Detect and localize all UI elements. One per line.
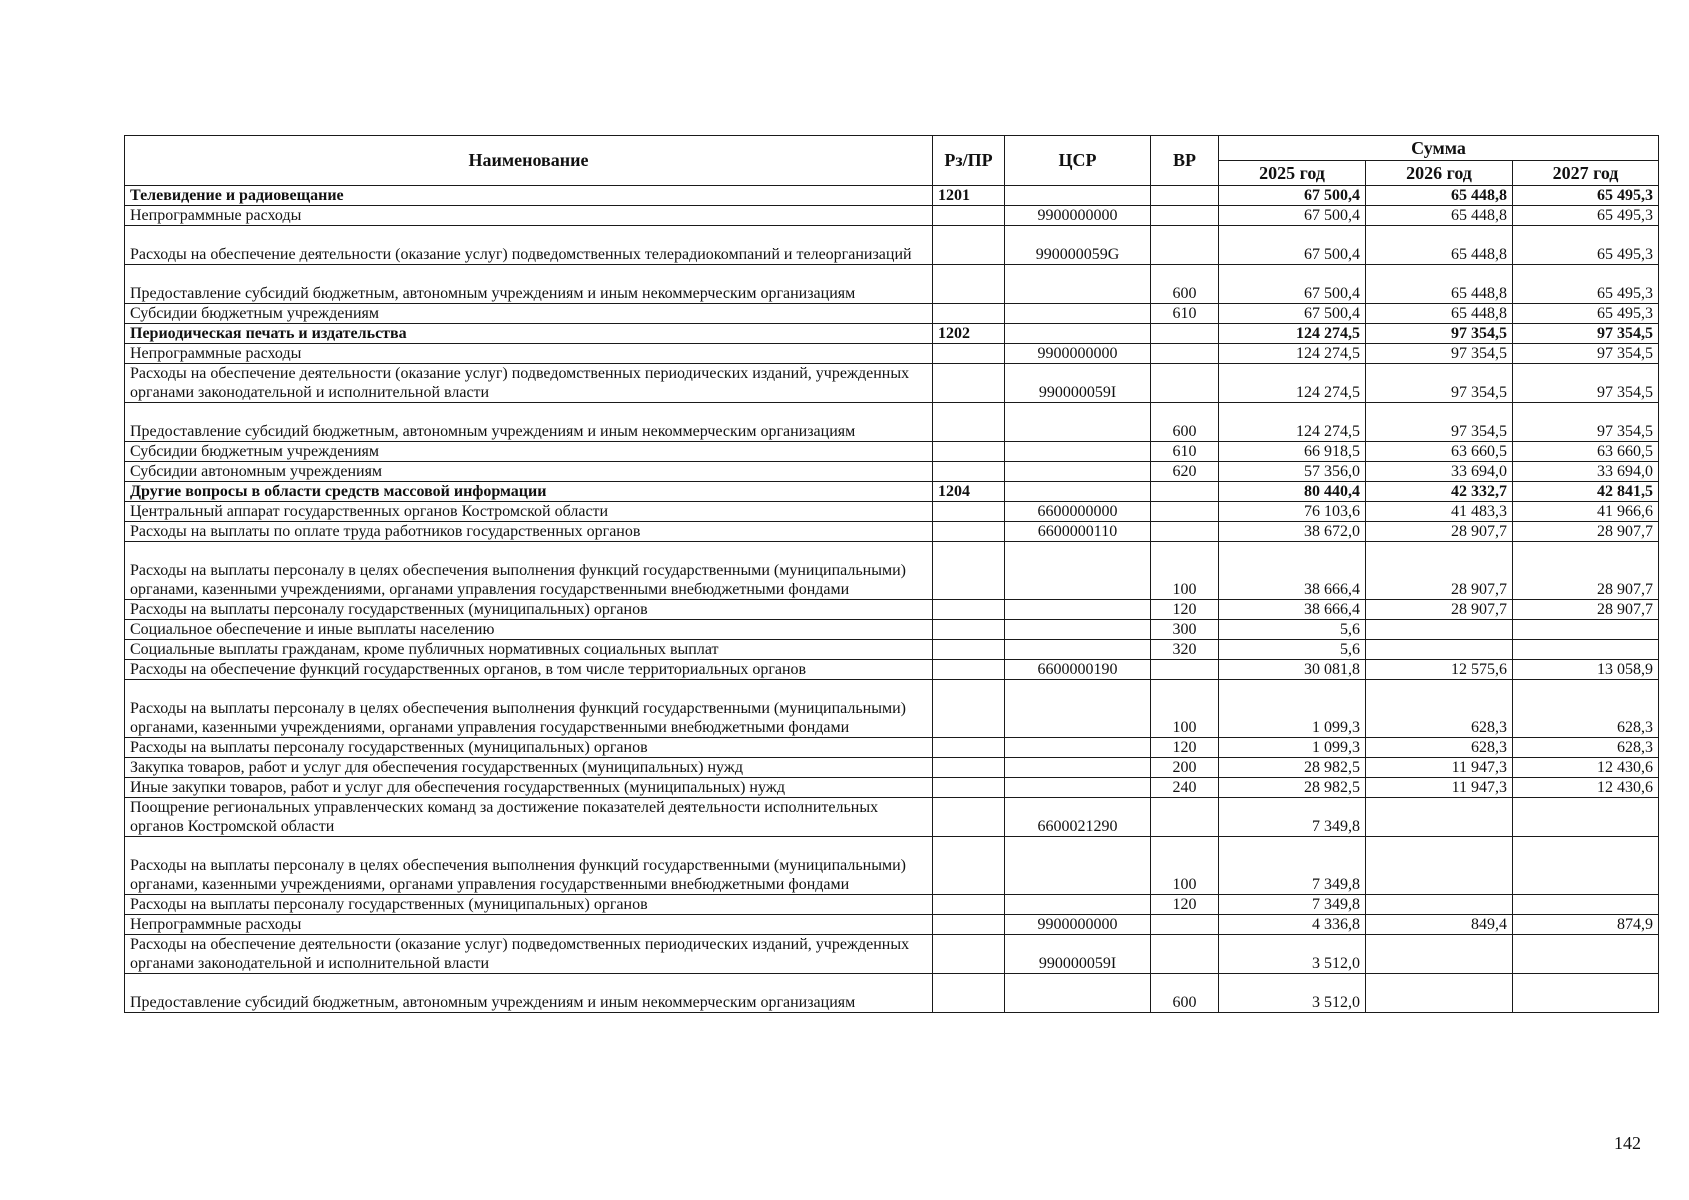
budget-table-body (125, 186, 1659, 1013)
cell-2025: 66 918,5 (1219, 442, 1366, 462)
table-row (125, 895, 1659, 915)
cell-2025: 38 666,4 (1219, 600, 1366, 620)
cell-2027: 65 495,3 (1513, 206, 1659, 226)
cell-name: Расходы на выплаты персоналу в целях обеспечения выполнения функций государственными (муниципальными) органами, казенными учреждениями, органами управления государственными внебюджетными фондами (125, 542, 933, 600)
cell-2026: 65 448,8 (1366, 226, 1513, 265)
cell-name: Непрограммные расходы (125, 206, 933, 226)
cell-vr: 200 (1151, 758, 1219, 778)
cell-csr: 990000059I (1005, 935, 1151, 974)
cell-name: Субсидии бюджетным учреждениям (125, 442, 933, 462)
cell-name: Расходы на обеспечение деятельности (оказание услуг) подведомственных телерадиокомпаний и телеорганизаций (125, 226, 933, 265)
cell-rz-pr (933, 600, 1005, 620)
header-vr: ВР (1151, 136, 1219, 186)
cell-vr (1151, 226, 1219, 265)
header-year-2026: 2026 год (1366, 161, 1513, 186)
table-row (125, 442, 1659, 462)
table-row (125, 344, 1659, 364)
cell-2026: 63 660,5 (1366, 442, 1513, 462)
cell-csr (1005, 974, 1151, 1013)
cell-vr (1151, 935, 1219, 974)
cell-2026: 11 947,3 (1366, 758, 1513, 778)
cell-rz-pr (933, 798, 1005, 837)
section-row (125, 324, 1659, 344)
table-row (125, 640, 1659, 660)
cell-csr: 9900000000 (1005, 915, 1151, 935)
cell-rz-pr: 1204 (933, 482, 1005, 502)
cell-2025: 3 512,0 (1219, 935, 1366, 974)
cell-csr (1005, 265, 1151, 304)
cell-rz-pr (933, 403, 1005, 442)
cell-2027: 65 495,3 (1513, 304, 1659, 324)
cell-vr: 100 (1151, 680, 1219, 738)
cell-name: Расходы на выплаты по оплате труда работников государственных органов (125, 522, 933, 542)
cell-2025: 1 099,3 (1219, 738, 1366, 758)
cell-2026: 628,3 (1366, 738, 1513, 758)
cell-csr (1005, 680, 1151, 738)
cell-2025: 124 274,5 (1219, 364, 1366, 403)
cell-2026: 12 575,6 (1366, 660, 1513, 680)
cell-rz-pr (933, 680, 1005, 738)
cell-2026: 849,4 (1366, 915, 1513, 935)
cell-2026: 628,3 (1366, 680, 1513, 738)
cell-2027 (1513, 935, 1659, 974)
cell-name: Предоставление субсидий бюджетным, автономным учреждениям и иным некоммерческим организациям (125, 974, 933, 1013)
table-row (125, 502, 1659, 522)
cell-name: Расходы на выплаты персоналу в целях обеспечения выполнения функций государственными (муниципальными) органами, казенными учреждениями, органами управления государственными внебюджетными фондами (125, 837, 933, 895)
cell-csr (1005, 778, 1151, 798)
table-row (125, 758, 1659, 778)
cell-rz-pr (933, 364, 1005, 403)
cell-name: Телевидение и радиовещание (125, 186, 933, 206)
cell-rz-pr (933, 974, 1005, 1013)
header-sum: Сумма (1219, 136, 1659, 161)
cell-vr (1151, 324, 1219, 344)
table-row (125, 462, 1659, 482)
cell-2026 (1366, 640, 1513, 660)
cell-rz-pr (933, 778, 1005, 798)
cell-csr (1005, 600, 1151, 620)
cell-rz-pr (933, 738, 1005, 758)
cell-name: Непрограммные расходы (125, 915, 933, 935)
cell-name: Периодическая печать и издательства (125, 324, 933, 344)
cell-name: Предоставление субсидий бюджетным, автономным учреждениям и иным некоммерческим организациям (125, 403, 933, 442)
cell-vr: 320 (1151, 640, 1219, 660)
cell-2027: 28 907,7 (1513, 600, 1659, 620)
table-row (125, 364, 1659, 403)
cell-csr (1005, 403, 1151, 442)
cell-rz-pr: 1202 (933, 324, 1005, 344)
cell-2025: 57 356,0 (1219, 462, 1366, 482)
cell-2025: 76 103,6 (1219, 502, 1366, 522)
cell-2027: 65 495,3 (1513, 186, 1659, 206)
cell-vr: 600 (1151, 974, 1219, 1013)
cell-name: Расходы на выплаты персоналу государственных (муниципальных) органов (125, 895, 933, 915)
cell-2027: 13 058,9 (1513, 660, 1659, 680)
cell-rz-pr (933, 758, 1005, 778)
cell-name: Субсидии автономным учреждениям (125, 462, 933, 482)
cell-2025: 67 500,4 (1219, 206, 1366, 226)
cell-2027: 874,9 (1513, 915, 1659, 935)
cell-vr: 610 (1151, 304, 1219, 324)
cell-csr (1005, 620, 1151, 640)
cell-2025: 38 666,4 (1219, 542, 1366, 600)
cell-2026: 65 448,8 (1366, 265, 1513, 304)
cell-2025: 28 982,5 (1219, 778, 1366, 798)
cell-2025: 7 349,8 (1219, 798, 1366, 837)
cell-vr: 100 (1151, 542, 1219, 600)
page-number: 142 (1614, 1133, 1641, 1153)
cell-name: Непрограммные расходы (125, 344, 933, 364)
cell-2027: 628,3 (1513, 738, 1659, 758)
cell-2026: 65 448,8 (1366, 206, 1513, 226)
cell-2027 (1513, 895, 1659, 915)
cell-2027: 28 907,7 (1513, 522, 1659, 542)
cell-csr (1005, 324, 1151, 344)
cell-rz-pr: 1201 (933, 186, 1005, 206)
cell-csr: 6600000110 (1005, 522, 1151, 542)
cell-2027: 97 354,5 (1513, 364, 1659, 403)
table-row (125, 226, 1659, 265)
cell-rz-pr (933, 620, 1005, 640)
cell-2026 (1366, 974, 1513, 1013)
cell-2026: 33 694,0 (1366, 462, 1513, 482)
cell-vr: 600 (1151, 403, 1219, 442)
cell-rz-pr (933, 206, 1005, 226)
cell-name: Предоставление субсидий бюджетным, автономным учреждениям и иным некоммерческим организациям (125, 265, 933, 304)
cell-vr: 100 (1151, 837, 1219, 895)
cell-vr (1151, 502, 1219, 522)
table-row (125, 974, 1659, 1013)
cell-csr: 9900000000 (1005, 206, 1151, 226)
table-row (125, 600, 1659, 620)
cell-csr (1005, 482, 1151, 502)
cell-2027: 63 660,5 (1513, 442, 1659, 462)
cell-2026 (1366, 620, 1513, 640)
header-year-2025: 2025 год (1219, 161, 1366, 186)
cell-2027 (1513, 798, 1659, 837)
cell-name: Расходы на обеспечение функций государственных органов, в том числе территориальных органов (125, 660, 933, 680)
cell-2025: 67 500,4 (1219, 265, 1366, 304)
cell-rz-pr (933, 502, 1005, 522)
cell-2026: 97 354,5 (1366, 403, 1513, 442)
table-row (125, 403, 1659, 442)
cell-csr: 9900000000 (1005, 344, 1151, 364)
cell-2025: 5,6 (1219, 640, 1366, 660)
cell-rz-pr (933, 915, 1005, 935)
table-row (125, 935, 1659, 974)
cell-vr: 600 (1151, 265, 1219, 304)
cell-name: Расходы на выплаты персоналу в целях обеспечения выполнения функций государственными (муниципальными) органами, казенными учреждениями, органами управления государственными внебюджетными фондами (125, 680, 933, 738)
table-row (125, 798, 1659, 837)
cell-2026: 65 448,8 (1366, 186, 1513, 206)
cell-vr: 120 (1151, 738, 1219, 758)
table-row (125, 837, 1659, 895)
cell-2027: 28 907,7 (1513, 542, 1659, 600)
cell-name: Социальные выплаты гражданам, кроме публичных нормативных социальных выплат (125, 640, 933, 660)
cell-rz-pr (933, 304, 1005, 324)
cell-2027: 65 495,3 (1513, 226, 1659, 265)
cell-name: Социальное обеспечение и иные выплаты населению (125, 620, 933, 640)
budget-table (124, 135, 1659, 1013)
cell-csr (1005, 738, 1151, 758)
cell-2026: 42 332,7 (1366, 482, 1513, 502)
cell-csr: 6600021290 (1005, 798, 1151, 837)
cell-2027: 12 430,6 (1513, 778, 1659, 798)
cell-vr: 610 (1151, 442, 1219, 462)
cell-2027: 41 966,6 (1513, 502, 1659, 522)
table-row (125, 522, 1659, 542)
cell-vr (1151, 660, 1219, 680)
cell-2027: 97 354,5 (1513, 403, 1659, 442)
cell-2025: 7 349,8 (1219, 895, 1366, 915)
cell-2025: 67 500,4 (1219, 304, 1366, 324)
cell-rz-pr (933, 226, 1005, 265)
cell-2025: 1 099,3 (1219, 680, 1366, 738)
cell-name: Закупка товаров, работ и услуг для обеспечения государственных (муниципальных) нужд (125, 758, 933, 778)
budget-sheet (124, 135, 1653, 1013)
table-row (125, 738, 1659, 758)
cell-vr (1151, 186, 1219, 206)
cell-csr (1005, 462, 1151, 482)
table-row (125, 206, 1659, 226)
cell-name: Расходы на обеспечение деятельности (оказание услуг) подведомственных периодических изданий, учрежденных органами законодательной и исполнительной власти (125, 935, 933, 974)
cell-2025: 4 336,8 (1219, 915, 1366, 935)
cell-rz-pr (933, 442, 1005, 462)
section-row (125, 186, 1659, 206)
table-row (125, 915, 1659, 935)
cell-name: Расходы на выплаты персоналу государственных (муниципальных) органов (125, 738, 933, 758)
header-csr: ЦСР (1005, 136, 1151, 186)
cell-vr (1151, 482, 1219, 502)
table-row (125, 660, 1659, 680)
cell-2026: 97 354,5 (1366, 364, 1513, 403)
cell-rz-pr (933, 837, 1005, 895)
cell-2025: 28 982,5 (1219, 758, 1366, 778)
cell-csr (1005, 758, 1151, 778)
table-row (125, 542, 1659, 600)
cell-vr (1151, 344, 1219, 364)
cell-csr: 990000059I (1005, 364, 1151, 403)
cell-rz-pr (933, 462, 1005, 482)
cell-2027: 97 354,5 (1513, 324, 1659, 344)
cell-name: Центральный аппарат государственных органов Костромской области (125, 502, 933, 522)
cell-rz-pr (933, 542, 1005, 600)
cell-vr (1151, 364, 1219, 403)
cell-vr: 120 (1151, 895, 1219, 915)
cell-2026: 41 483,3 (1366, 502, 1513, 522)
cell-name: Иные закупки товаров, работ и услуг для обеспечения государственных (муниципальных) нужд (125, 778, 933, 798)
cell-name: Расходы на обеспечение деятельности (оказание услуг) подведомственных периодических изданий, учрежденных органами законодательной и исполнительной власти (125, 364, 933, 403)
cell-csr: 6600000000 (1005, 502, 1151, 522)
cell-csr: 6600000190 (1005, 660, 1151, 680)
cell-2026: 28 907,7 (1366, 542, 1513, 600)
cell-name: Поощрение региональных управленческих команд за достижение показателей деятельности исполнительных органов Костромской области (125, 798, 933, 837)
cell-2026: 28 907,7 (1366, 600, 1513, 620)
cell-2025: 5,6 (1219, 620, 1366, 640)
cell-2026: 11 947,3 (1366, 778, 1513, 798)
cell-2027: 65 495,3 (1513, 265, 1659, 304)
cell-2026: 28 907,7 (1366, 522, 1513, 542)
cell-csr (1005, 542, 1151, 600)
cell-rz-pr (933, 344, 1005, 364)
cell-csr (1005, 640, 1151, 660)
cell-name: Другие вопросы в области средств массовой информации (125, 482, 933, 502)
cell-2025: 3 512,0 (1219, 974, 1366, 1013)
cell-2025: 67 500,4 (1219, 226, 1366, 265)
cell-2027 (1513, 837, 1659, 895)
cell-rz-pr (933, 522, 1005, 542)
cell-csr (1005, 895, 1151, 915)
cell-rz-pr (933, 660, 1005, 680)
cell-vr (1151, 522, 1219, 542)
header-name: Наименование (125, 136, 933, 186)
cell-name: Расходы на выплаты персоналу государственных (муниципальных) органов (125, 600, 933, 620)
table-row (125, 778, 1659, 798)
cell-2027: 12 430,6 (1513, 758, 1659, 778)
cell-2027: 42 841,5 (1513, 482, 1659, 502)
cell-2025: 30 081,8 (1219, 660, 1366, 680)
cell-csr (1005, 837, 1151, 895)
cell-vr (1151, 206, 1219, 226)
cell-2026 (1366, 798, 1513, 837)
table-row (125, 620, 1659, 640)
header-year-2027: 2027 год (1513, 161, 1659, 186)
cell-2025: 38 672,0 (1219, 522, 1366, 542)
cell-vr: 620 (1151, 462, 1219, 482)
cell-csr: 990000059G (1005, 226, 1151, 265)
cell-vr (1151, 798, 1219, 837)
cell-2026: 65 448,8 (1366, 304, 1513, 324)
cell-vr: 240 (1151, 778, 1219, 798)
cell-2027: 97 354,5 (1513, 344, 1659, 364)
table-row (125, 265, 1659, 304)
cell-csr (1005, 304, 1151, 324)
cell-2025: 80 440,4 (1219, 482, 1366, 502)
cell-rz-pr (933, 935, 1005, 974)
cell-csr (1005, 186, 1151, 206)
cell-2026: 97 354,5 (1366, 324, 1513, 344)
cell-2025: 7 349,8 (1219, 837, 1366, 895)
cell-csr (1005, 442, 1151, 462)
cell-vr: 120 (1151, 600, 1219, 620)
cell-rz-pr (933, 265, 1005, 304)
cell-rz-pr (933, 895, 1005, 915)
cell-2026: 97 354,5 (1366, 344, 1513, 364)
cell-2027: 628,3 (1513, 680, 1659, 738)
table-row (125, 304, 1659, 324)
cell-vr: 300 (1151, 620, 1219, 640)
cell-rz-pr (933, 640, 1005, 660)
cell-name: Субсидии бюджетным учреждениям (125, 304, 933, 324)
cell-2025: 124 274,5 (1219, 344, 1366, 364)
table-row (125, 680, 1659, 738)
cell-2026 (1366, 935, 1513, 974)
section-row (125, 482, 1659, 502)
cell-2025: 124 274,5 (1219, 324, 1366, 344)
cell-2026 (1366, 895, 1513, 915)
cell-vr (1151, 915, 1219, 935)
header-rz-pr: Рз/ПР (933, 136, 1005, 186)
cell-2027 (1513, 640, 1659, 660)
cell-2027 (1513, 974, 1659, 1013)
cell-2027: 33 694,0 (1513, 462, 1659, 482)
cell-2025: 67 500,4 (1219, 186, 1366, 206)
cell-2025: 124 274,5 (1219, 403, 1366, 442)
cell-2027 (1513, 620, 1659, 640)
cell-2026 (1366, 837, 1513, 895)
